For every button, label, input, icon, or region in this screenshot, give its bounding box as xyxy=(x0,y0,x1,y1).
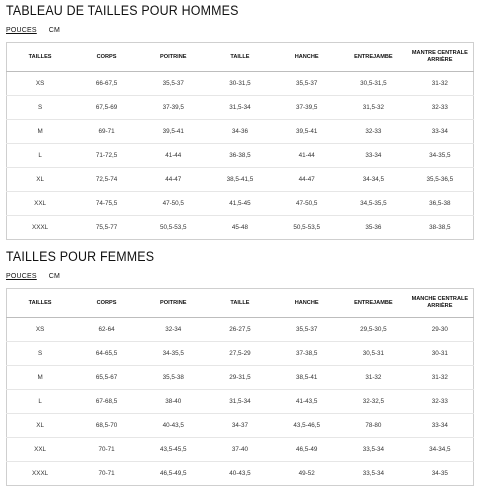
table-cell: L xyxy=(7,144,74,168)
men-size-section xyxy=(6,2,474,240)
table-cell: 35,5-37 xyxy=(140,72,207,96)
table-cell: 36,5-38 xyxy=(407,192,474,216)
table-cell: 40-43,5 xyxy=(229,470,251,477)
table-cell: 35-36 xyxy=(365,224,382,231)
table-cell: 45-48 xyxy=(231,224,249,231)
col-header-body: CORPS xyxy=(73,43,140,72)
table-cell: 41-44 xyxy=(273,144,340,168)
table-cell: 31,5-34 xyxy=(207,96,274,120)
table-row xyxy=(7,96,474,120)
col-header-hip: HANCHE xyxy=(273,289,340,318)
col-header-chest: POITRINE xyxy=(140,289,207,318)
table-cell: XXL xyxy=(7,192,74,216)
men-size-table xyxy=(6,42,474,240)
table-row xyxy=(7,438,474,462)
table-cell: 30,5-31,5 xyxy=(340,72,407,96)
table-cell: 70-71 xyxy=(73,438,140,462)
table-cell: 26-27,5 xyxy=(207,318,274,342)
table-cell: 66-67,5 xyxy=(73,72,140,96)
table-cell: 31-32 xyxy=(340,366,407,390)
table-cell: 69-71 xyxy=(73,120,140,144)
women-size-chart-title: TAILLES POUR FEMMES xyxy=(6,249,155,264)
table-cell: 32-34 xyxy=(140,318,207,342)
table-cell: 64-65,5 xyxy=(73,342,140,366)
table-cell: 50,5-53,5 xyxy=(159,224,187,231)
col-header-inseam: ENTREJAMBE xyxy=(340,289,407,318)
table-row xyxy=(7,120,474,144)
table-cell: 44-47 xyxy=(273,168,340,192)
table-cell: 32-33 xyxy=(340,120,407,144)
table-row xyxy=(7,462,474,486)
table-cell: 34-35 xyxy=(431,470,448,477)
men-size-chart-title: TABLEAU DE TAILLES POUR HOMMES xyxy=(6,3,239,18)
table-cell: 37-38,5 xyxy=(273,342,340,366)
table-cell: 32-33 xyxy=(407,390,474,414)
table-cell: 38-40 xyxy=(140,390,207,414)
table-row xyxy=(7,72,474,96)
table-cell: 47-50,5 xyxy=(140,192,207,216)
table-row xyxy=(7,366,474,390)
table-cell: 38,5-41,5 xyxy=(207,168,274,192)
col-header-hip: HANCHE xyxy=(273,43,340,72)
table-cell: 44-47 xyxy=(140,168,207,192)
table-cell: 34-37 xyxy=(207,414,274,438)
table-cell: 35,5-37 xyxy=(273,318,340,342)
col-header-inseam: ENTREJAMBE xyxy=(340,43,407,72)
table-row xyxy=(7,390,474,414)
table-cell: 37-40 xyxy=(207,438,274,462)
table-cell: S xyxy=(7,96,74,120)
table-cell: 36-38,5 xyxy=(207,144,274,168)
table-cell: 47-50,5 xyxy=(273,192,340,216)
table-cell: 71-72,5 xyxy=(73,144,140,168)
table-cell: XL xyxy=(7,414,74,438)
table-cell: M xyxy=(7,120,74,144)
table-cell: 41-43,5 xyxy=(273,390,340,414)
col-header-sleeve: MANTRE CENTRALE ARRIÈRE xyxy=(407,43,474,72)
table-cell: 46,5-49,5 xyxy=(159,470,187,477)
table-cell: 34-35,5 xyxy=(140,342,207,366)
table-cell: 37-39,5 xyxy=(273,96,340,120)
table-cell: 33-34 xyxy=(407,120,474,144)
table-cell: XS xyxy=(7,318,74,342)
table-cell: XXL xyxy=(7,438,74,462)
table-cell: 30,5-31 xyxy=(340,342,407,366)
table-cell: M xyxy=(7,366,74,390)
table-cell: 43,5-45,5 xyxy=(140,438,207,462)
table-cell: 50,5-53,5 xyxy=(293,224,320,231)
table-cell: 27,5-29 xyxy=(207,342,274,366)
table-cell: 32-33 xyxy=(407,96,474,120)
table-cell: 67-68,5 xyxy=(73,390,140,414)
table-cell: S xyxy=(7,342,74,366)
table-cell: 33-34 xyxy=(407,414,474,438)
col-header-chest: POITRINE xyxy=(140,43,207,72)
table-cell: 38-38,5 xyxy=(429,224,451,231)
table-cell: 49-52 xyxy=(298,470,315,477)
women-size-table xyxy=(6,288,474,486)
table-row xyxy=(7,342,474,366)
table-cell: 34,5-35,5 xyxy=(340,192,407,216)
men-unit-cm-tab[interactable]: CM xyxy=(48,26,61,34)
table-cell: 46,5-49 xyxy=(273,438,340,462)
table-cell: XXXL xyxy=(32,224,49,231)
table-cell: 67,5-69 xyxy=(73,96,140,120)
table-cell: 31-32 xyxy=(407,72,474,96)
col-header-body: CORPS xyxy=(73,289,140,318)
table-cell: 37-39,5 xyxy=(140,96,207,120)
women-unit-switcher xyxy=(6,269,474,283)
table-row xyxy=(7,414,474,438)
table-row xyxy=(7,216,474,240)
table-cell: 68,5-70 xyxy=(73,414,140,438)
table-cell: 33-34 xyxy=(340,144,407,168)
table-cell: L xyxy=(7,390,74,414)
table-cell: 39,5-41 xyxy=(273,120,340,144)
col-header-waist: TAILLE xyxy=(207,289,274,318)
table-cell: 75,5-77 xyxy=(95,224,118,231)
table-cell: 30-31,5 xyxy=(207,72,274,96)
table-cell: 29,5-30,5 xyxy=(340,318,407,342)
table-cell: 35,5-38 xyxy=(140,366,207,390)
table-cell: 41-44 xyxy=(140,144,207,168)
table-cell: XL xyxy=(7,168,74,192)
table-row xyxy=(7,318,474,342)
table-cell: 34-35,5 xyxy=(407,144,474,168)
table-cell: 40-43,5 xyxy=(140,414,207,438)
table-cell: 39,5-41 xyxy=(140,120,207,144)
table-cell: 30-31 xyxy=(407,342,474,366)
table-cell: 31-32 xyxy=(407,366,474,390)
table-cell: 31,5-34 xyxy=(207,390,274,414)
women-unit-inches-tab[interactable]: POUCES xyxy=(6,272,37,280)
table-cell: 35,5-36,5 xyxy=(407,168,474,192)
table-cell: 34-34,5 xyxy=(407,438,474,462)
women-unit-cm-tab[interactable]: CM xyxy=(48,272,61,280)
table-cell: XXXL xyxy=(32,470,49,477)
table-cell: 31,5-32 xyxy=(340,96,407,120)
table-cell: XS xyxy=(7,72,74,96)
table-cell: 62-64 xyxy=(73,318,140,342)
table-cell: 65,5-67 xyxy=(73,366,140,390)
table-cell: 72,5-74 xyxy=(73,168,140,192)
table-cell: 78-80 xyxy=(340,414,407,438)
table-cell: 34-36 xyxy=(207,120,274,144)
men-unit-switcher xyxy=(6,23,474,37)
table-cell: 33,5-34 xyxy=(340,438,407,462)
col-header-sleeve: MANCHE CENTRALE ARRIÈRE xyxy=(407,289,474,318)
table-cell: 34-34,5 xyxy=(340,168,407,192)
table-cell: 33,5-34 xyxy=(362,470,385,477)
table-row xyxy=(7,192,474,216)
table-cell: 70-71 xyxy=(98,470,115,477)
men-unit-inches-tab[interactable]: POUCES xyxy=(6,26,37,34)
table-row xyxy=(7,168,474,192)
table-cell: 38,5-41 xyxy=(273,366,340,390)
table-cell: 29-30 xyxy=(407,318,474,342)
table-cell: 43,5-46,5 xyxy=(273,414,340,438)
women-size-section xyxy=(6,248,474,486)
table-row xyxy=(7,144,474,168)
table-cell: 74-75,5 xyxy=(73,192,140,216)
table-cell: 41,5-45 xyxy=(207,192,274,216)
col-header-size: TAILLES xyxy=(7,43,74,72)
table-cell: 35,5-37 xyxy=(273,72,340,96)
women-table-header-row xyxy=(7,289,474,318)
table-cell: 32-32,5 xyxy=(340,390,407,414)
men-table-header-row xyxy=(7,43,474,72)
col-header-waist: TAILLE xyxy=(207,43,274,72)
table-cell: 29-31,5 xyxy=(207,366,274,390)
col-header-size: TAILLES xyxy=(7,289,74,318)
